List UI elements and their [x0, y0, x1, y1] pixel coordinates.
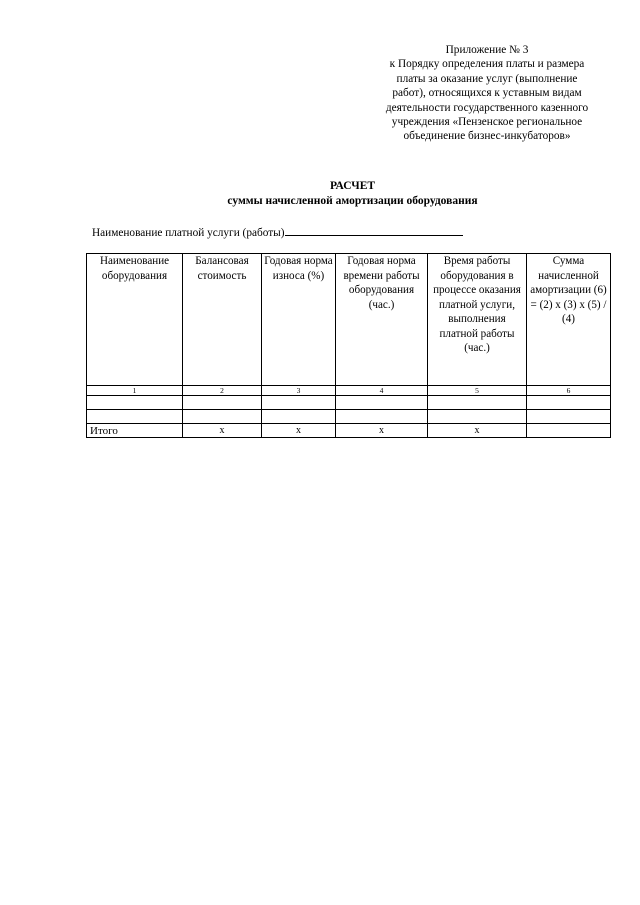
appendix-line: объединение бизнес-инкубаторов» — [403, 130, 571, 143]
header-operating-time: Время работы оборудования в процессе оказания платной услуги, выполнения платной работы (час.) — [428, 254, 527, 386]
column-number: 5 — [428, 386, 527, 396]
table-cell — [87, 396, 183, 410]
depreciation-table — [86, 253, 611, 438]
service-name-label: Наименование платной услуги (работы) — [92, 227, 285, 239]
column-number: 1 — [87, 386, 183, 396]
column-numbers-row — [87, 386, 611, 396]
document-title — [0, 179, 640, 208]
table-cell — [87, 410, 183, 424]
appendix-line: к Порядку определения платы и размера — [389, 58, 585, 71]
appendix-header — [362, 43, 612, 144]
appendix-line: деятельности государственного казенного — [385, 101, 589, 114]
table-cell — [428, 410, 527, 424]
table-cell — [183, 410, 262, 424]
title-main: РАСЧЕТ — [329, 180, 376, 192]
service-name-blank — [285, 224, 463, 236]
total-cell: х — [336, 424, 428, 438]
total-cell: х — [262, 424, 336, 438]
header-annual-wear-rate: Годовая норма износа (%) — [262, 254, 336, 386]
total-cell — [527, 424, 611, 438]
table-row — [87, 410, 611, 424]
table-cell — [428, 396, 527, 410]
table-cell — [262, 396, 336, 410]
total-cell: х — [428, 424, 527, 438]
table-cell — [183, 396, 262, 410]
service-name-line — [92, 224, 463, 239]
appendix-line: работ), относящихся к уставным видам — [392, 87, 582, 100]
total-label: Итого — [87, 424, 183, 438]
title-subtitle: суммы начисленной амортизации оборудования — [227, 194, 478, 207]
table-cell — [527, 410, 611, 424]
header-annual-time-norm: Годовая норма времени работы оборудования (час.) — [336, 254, 428, 386]
column-number: 4 — [336, 386, 428, 396]
appendix-line: Приложение № 3 — [445, 44, 529, 56]
table-cell — [527, 396, 611, 410]
total-cell: х — [183, 424, 262, 438]
header-row — [87, 254, 611, 386]
appendix-line: платы за оказание услуг (выполнение — [396, 72, 578, 85]
header-balance-cost: Балансовая стоимость — [183, 254, 262, 386]
table-cell — [336, 410, 428, 424]
table-cell — [336, 396, 428, 410]
header-depreciation-sum: Сумма начисленной амортизации (6) = (2) х (3) х (5) / (4) — [527, 254, 611, 386]
table-row — [87, 396, 611, 410]
total-row — [87, 424, 611, 438]
column-number: 3 — [262, 386, 336, 396]
column-number: 2 — [183, 386, 262, 396]
table-cell — [262, 410, 336, 424]
column-number: 6 — [527, 386, 611, 396]
header-equipment-name: Наименование оборудования — [87, 254, 183, 386]
appendix-line: учреждения «Пензенское региональное — [391, 116, 583, 129]
